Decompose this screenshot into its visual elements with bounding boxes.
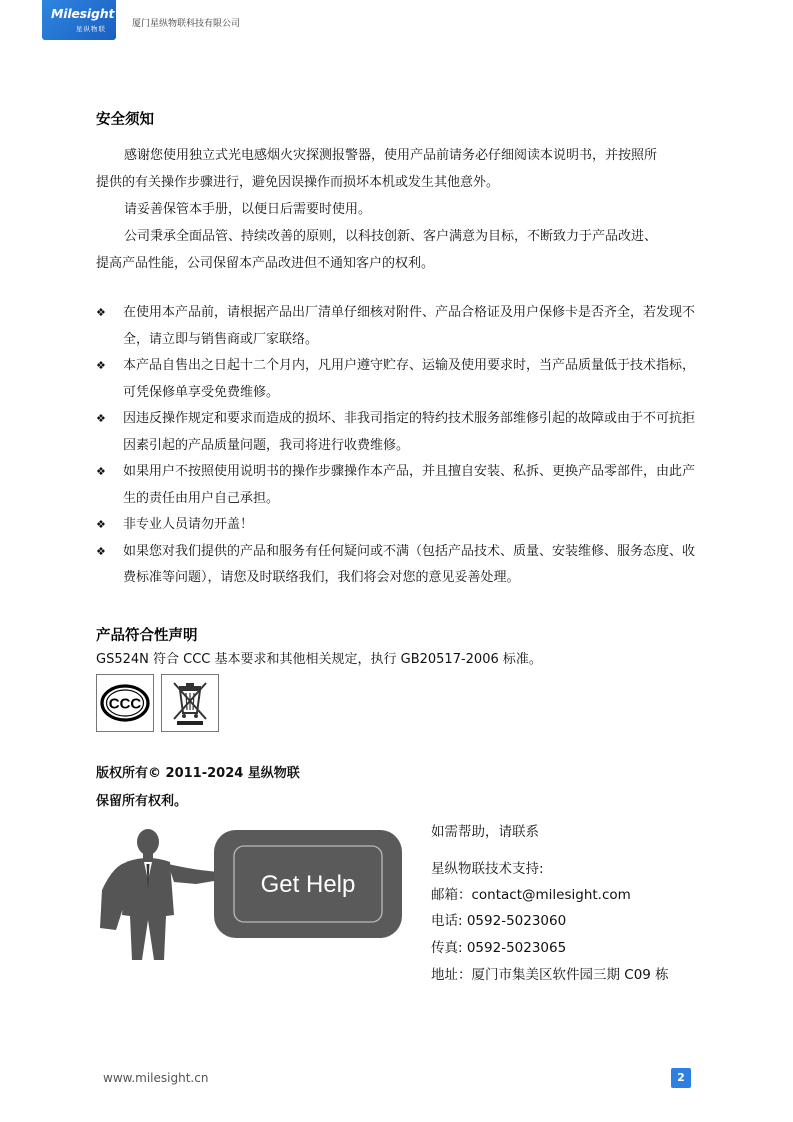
page-number-badge: 2: [671, 1068, 691, 1088]
conformity-title: 产品符合性声明: [96, 628, 198, 644]
email-line: 邮箱：contact@milesight.com: [431, 887, 631, 903]
diamond-bullet-icon: ❖: [96, 544, 106, 558]
address-line: 地址：厦门市集美区软件园三期 C09 栋: [431, 967, 669, 983]
bullet-text: 如果用户不按照使用说明书的操作步骤操作本产品，并且擅自安装、私拆、更换产品零部件，由此产生的责任由用户自己承担。: [123, 464, 696, 506]
bullet-text: 本产品自售出之日起十二个月内，凡用户遵守贮存、运输及使用要求时，当产品质量低于技术指标，可凭保修单享受免费维修。: [123, 358, 696, 400]
list-item: [96, 512, 699, 539]
list-item: [96, 539, 699, 592]
list-item: [96, 459, 699, 512]
bullet-text: 如果您对我们提供的产品和服务有任何疑问或不满（包括产品技术、质量、安装维修、服务态度、收费标准等问题），请您及时联络我们，我们将会对您的意见妥善处理。: [123, 543, 696, 585]
copyright-line: 版权所有© 2011-2024 星纵物联: [96, 766, 300, 781]
footer-website-link[interactable]: www.milesight.cn: [103, 1071, 209, 1085]
safety-paragraph-3: [96, 223, 699, 277]
safety-paragraph-1: [96, 142, 699, 196]
safety-bullet-list: [96, 300, 699, 592]
safety-para3-line2: 提高产品性能，公司保留本产品改进但不通知客户的权利。: [96, 256, 435, 271]
diamond-bullet-icon: ❖: [96, 465, 106, 478]
get-help-text: Get Help: [260, 871, 356, 898]
conformity-statement: GS524N 符合 CCC 基本要求和其他相关规定，执行 GB20517-2006 标准。: [96, 652, 542, 667]
list-item: [96, 353, 699, 406]
logo-text: Milesight: [51, 6, 115, 21]
company-name: 厦门星纵物联科技有限公司: [132, 19, 241, 29]
list-item: [96, 406, 699, 459]
fax-line: 传真: 0592-5023065: [431, 940, 567, 956]
get-help-illustration: [96, 820, 406, 974]
diamond-bullet-icon: ❖: [96, 306, 106, 319]
safety-title: 安全须知: [96, 112, 154, 128]
support-label: 星纵物联技术支持:: [431, 861, 544, 877]
diamond-bullet-icon: ❖: [96, 359, 106, 372]
phone-line: 电话: 0592-5023060: [431, 913, 567, 929]
list-item: [96, 300, 699, 353]
bullet-text: 在使用本产品前，请根据产品出厂清单仔细核对附件、产品合格证及用户保修卡是否齐全，若发现不全，请立即与销售商或厂家联络。: [123, 305, 696, 347]
safety-para1-line2: 提供的有关操作步骤进行，避免因误操作而损坏本机或发生其他意外。: [96, 175, 500, 190]
safety-para3-line1: 公司秉承全面品管、持续改善的原则，以科技创新、客户满意为目标，不断致力于产品改进、: [124, 229, 658, 244]
diamond-bullet-icon: ❖: [96, 412, 106, 425]
ccc-certification-icon: [96, 674, 154, 732]
logo-subtext: 星纵物联: [76, 25, 106, 33]
safety-paragraph-2: [96, 196, 699, 223]
contact-intro: 如需帮助，请联系: [431, 824, 539, 840]
weee-crossed-bin-icon: [161, 674, 219, 732]
diamond-bullet-icon: ❖: [96, 518, 106, 531]
ccc-mark-text: CCC: [108, 695, 142, 713]
milesight-logo: [42, 0, 116, 40]
bullet-text: 非专业人员请勿开盖！: [123, 517, 254, 532]
bullet-text: 因违反操作规定和要求而造成的损坏、非我司指定的特约技术服务部维修引起的故障或由于不可抗拒因素引起的产品质量问题，我司将进行收费维修。: [123, 411, 696, 453]
rights-reserved-line: 保留所有权利。: [96, 794, 188, 809]
safety-para2-text: 请妥善保管本手册，以便日后需要时使用。: [124, 202, 372, 217]
safety-para1-line1: 感谢您使用独立式光电感烟火灾探测报警器，使用产品前请务必仔细阅读本说明书，并按照所: [124, 148, 658, 163]
